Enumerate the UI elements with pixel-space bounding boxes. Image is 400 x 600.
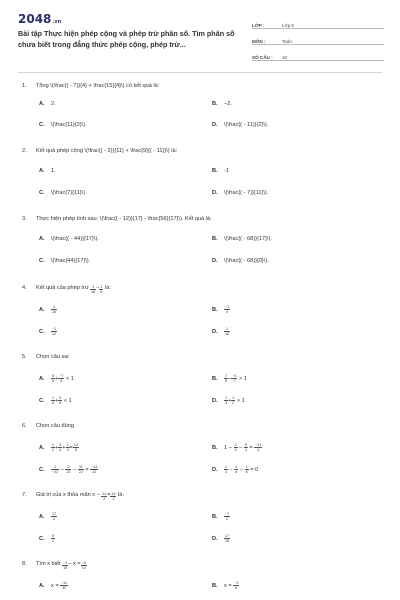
option-text: \(\frac{( - 68)}{0}\). — [224, 258, 269, 264]
info-count-key: SỐ CÂU : — [252, 55, 273, 60]
option-a[interactable] — [39, 236, 99, 242]
option-d[interactable]: D. $\frac{1}{3}$ + $\frac{1}{2}$ > 1 — [212, 396, 245, 405]
option-text: x = — [51, 582, 59, 589]
option-letter: C. — [39, 258, 45, 264]
option-letter: D. — [212, 328, 218, 335]
option-c[interactable]: C. $\frac{1}{8}$ + $\frac{5}{6}$ < 1 — [39, 396, 72, 405]
info-box — [252, 13, 384, 61]
option-letter: C. — [39, 466, 45, 473]
question-6 — [22, 423, 380, 429]
option-letter: A. — [39, 375, 45, 382]
option-c[interactable]: C. $\frac{1}{-22}$ − $\frac{2}{22}$ − $\frac{11}{22}$ = $\frac{-14}{22}$ — [39, 465, 98, 474]
info-class-row — [252, 13, 384, 29]
site-logo[interactable] — [18, 12, 61, 26]
option-letter: C. — [39, 535, 45, 542]
option-letter: B. — [212, 101, 218, 107]
option-text: > 1 — [236, 397, 245, 404]
option-text: 1. — [51, 168, 56, 174]
option-b[interactable]: B. $\frac{-7}{2}$ — [212, 512, 230, 521]
header-divider — [18, 72, 382, 73]
option-letter: B. — [212, 444, 218, 451]
option-letter: B. — [212, 513, 218, 520]
info-subject-value: Toán — [282, 39, 292, 44]
question-number: 8. — [22, 561, 27, 567]
page-title: Bài tập Thực hiện phép cộng và phép trừ phân số. Tìm phân số chưa biết trong đẳng thức phép cộng, phép trừ... — [18, 29, 235, 49]
option-b[interactable]: B. x = $\frac{-1}{6}$ — [212, 581, 239, 590]
question-text: Kết quả phép cộng \(\frac{( - 2)}{11} + \frac{9}{( - 11)}\) là: — [36, 148, 178, 154]
option-a[interactable]: A. $\frac{17}{2}$ — [39, 512, 56, 521]
option-a[interactable] — [39, 168, 56, 174]
option-text: \(\frac{11}{2}\). — [51, 122, 87, 128]
option-letter: D. — [212, 190, 218, 196]
question-text: Thực hiện phép tính sau: \(\frac{( - 12)}{17} - \frac{56}{17}\). Kết quả là: — [36, 216, 212, 222]
option-text: x = — [224, 582, 232, 589]
option-c[interactable]: C. $\frac{5}{2}$ — [39, 534, 54, 543]
option-a[interactable]: A. $\frac{5}{9}$ + $\frac{-7}{8}$ < 1 — [39, 374, 74, 383]
question-text: Tìm x biết — [36, 561, 61, 567]
question-text: Chọn câu sai — [36, 354, 69, 360]
option-letter: D. — [212, 258, 218, 264]
option-letter: D. — [212, 535, 218, 542]
question-number: 6. — [22, 423, 27, 429]
option-letter: A. — [39, 236, 45, 242]
question-number: 1. — [22, 83, 27, 89]
option-letter: B. — [212, 375, 218, 382]
logo-text: 2048 — [18, 12, 52, 26]
option-letter: D. — [212, 466, 218, 473]
option-c[interactable] — [39, 190, 87, 196]
question-number: 2. — [22, 148, 27, 154]
option-a[interactable] — [39, 101, 56, 107]
option-d[interactable]: D. $\frac{1}{3}$ − $\frac{1}{6}$ − $\frac{1}{6}$ = 0 — [212, 465, 259, 474]
option-letter: D. — [212, 397, 218, 404]
option-text: \(\frac{( - 7)}{11}\). — [224, 190, 269, 196]
question-text-tail: là: — [104, 285, 111, 291]
option-a[interactable]: A. $\frac{1}{2}$ + $\frac{3}{4}$ + $\frac{2}{3}$ = $\frac{13}{6}$ — [39, 443, 78, 452]
option-b[interactable] — [212, 168, 229, 174]
question-2 — [22, 148, 380, 154]
option-letter: A. — [39, 168, 45, 174]
option-letter: A. — [39, 306, 45, 313]
info-class-value: Lớp 6 — [282, 23, 294, 28]
info-subject-key: MÔN : — [252, 39, 266, 44]
question-text: Giá trị của x thỏa mãn x − — [36, 492, 100, 498]
question-1 — [22, 83, 380, 89]
option-b[interactable]: B. $\frac{-1}{9}$ — [212, 305, 230, 314]
option-letter: A. — [39, 444, 45, 451]
question-4: 4. Kết quả của phép trừ 1 18 − 1 6 là: — [22, 285, 111, 294]
option-c[interactable] — [39, 258, 90, 264]
option-c[interactable] — [39, 122, 87, 128]
option-text: > 1 — [238, 375, 247, 382]
option-letter: B. — [212, 236, 218, 242]
question-5 — [22, 354, 380, 360]
option-letter: A. — [39, 101, 45, 107]
option-text: \(\frac{( - 68)}{17}\). — [224, 236, 272, 242]
question-number: 4. — [22, 285, 27, 291]
option-a[interactable]: A. $\frac{4}{18}$ — [39, 305, 56, 314]
option-text: = 0 — [250, 466, 259, 473]
option-b[interactable]: B. 1 − $\frac{2}{3}$ − $\frac{5}{4}$ = $\frac{-11}{4}$ — [212, 443, 262, 452]
option-b[interactable] — [212, 236, 272, 242]
option-text: \(\frac{( - 44)}{17}\). — [51, 236, 99, 242]
option-letter: B. — [212, 168, 218, 174]
option-b[interactable] — [212, 101, 232, 107]
info-subject-row — [252, 29, 384, 45]
logo-suffix: .vn — [52, 19, 62, 25]
info-count-row — [252, 45, 384, 61]
question-number: 7. — [22, 492, 27, 498]
question-3 — [22, 216, 380, 222]
fraction: 1 18 — [91, 285, 96, 294]
option-letter: C. — [39, 190, 45, 196]
question-number: 3. — [22, 216, 27, 222]
option-letter: D. — [212, 122, 218, 128]
option-d[interactable]: D. $\frac{1}{18}$ — [212, 327, 229, 336]
option-text: < 1 — [63, 397, 72, 404]
question-text: Tổng \(\frac{( - 7)}{4} + \frac{15}{4}\) có kết quả là: — [36, 83, 160, 89]
option-d[interactable] — [212, 190, 268, 196]
question-number: 5. — [22, 354, 27, 360]
option-c[interactable]: C. $\frac{-1}{12}$ — [39, 327, 57, 336]
option-letter: B. — [212, 582, 218, 589]
option-letter: C. — [39, 122, 45, 128]
info-count-value: 10 — [282, 55, 288, 60]
option-letter: C. — [39, 328, 45, 335]
question-text: Chọn câu đúng — [36, 423, 74, 429]
option-d[interactable]: D. $\frac{17}{18}$ — [212, 534, 229, 543]
question-text: Kết quả của phép trừ — [36, 285, 89, 291]
question-7: 7. Giá trị của x thỏa mãn x − $\frac{11}{2}$ = 19 2 là: — [22, 492, 124, 501]
option-d[interactable] — [212, 122, 268, 128]
question-8: 8. Tìm x biết −1 15 − x = −3 10 — [22, 561, 86, 570]
option-letter: A. — [39, 582, 45, 589]
option-text: \(\frac{7}{11}\). — [51, 190, 87, 196]
info-class-key: LỚP : — [252, 23, 265, 28]
option-text: \(\frac{( - 11)}{2}\). — [224, 122, 269, 128]
fraction: 1 6 — [100, 285, 103, 294]
option-text: −2. — [224, 101, 232, 107]
option-text: \(\frac{44}{17}\). — [51, 258, 91, 264]
option-text: -1 — [224, 168, 229, 174]
option-text: < 1 — [65, 375, 74, 382]
option-text: 2. — [51, 101, 56, 107]
option-d[interactable] — [212, 258, 269, 264]
option-letter: A. — [39, 513, 45, 520]
option-letter: B. — [212, 306, 218, 313]
option-a[interactable]: A. x = $\frac{-11}{30}$ — [39, 581, 68, 590]
option-letter: C. — [39, 397, 45, 404]
option-b[interactable]: B. $\frac{7}{5}$ − $\frac{-3}{7}$ > 1 — [212, 374, 247, 383]
question-text-tail: là: — [118, 492, 124, 498]
